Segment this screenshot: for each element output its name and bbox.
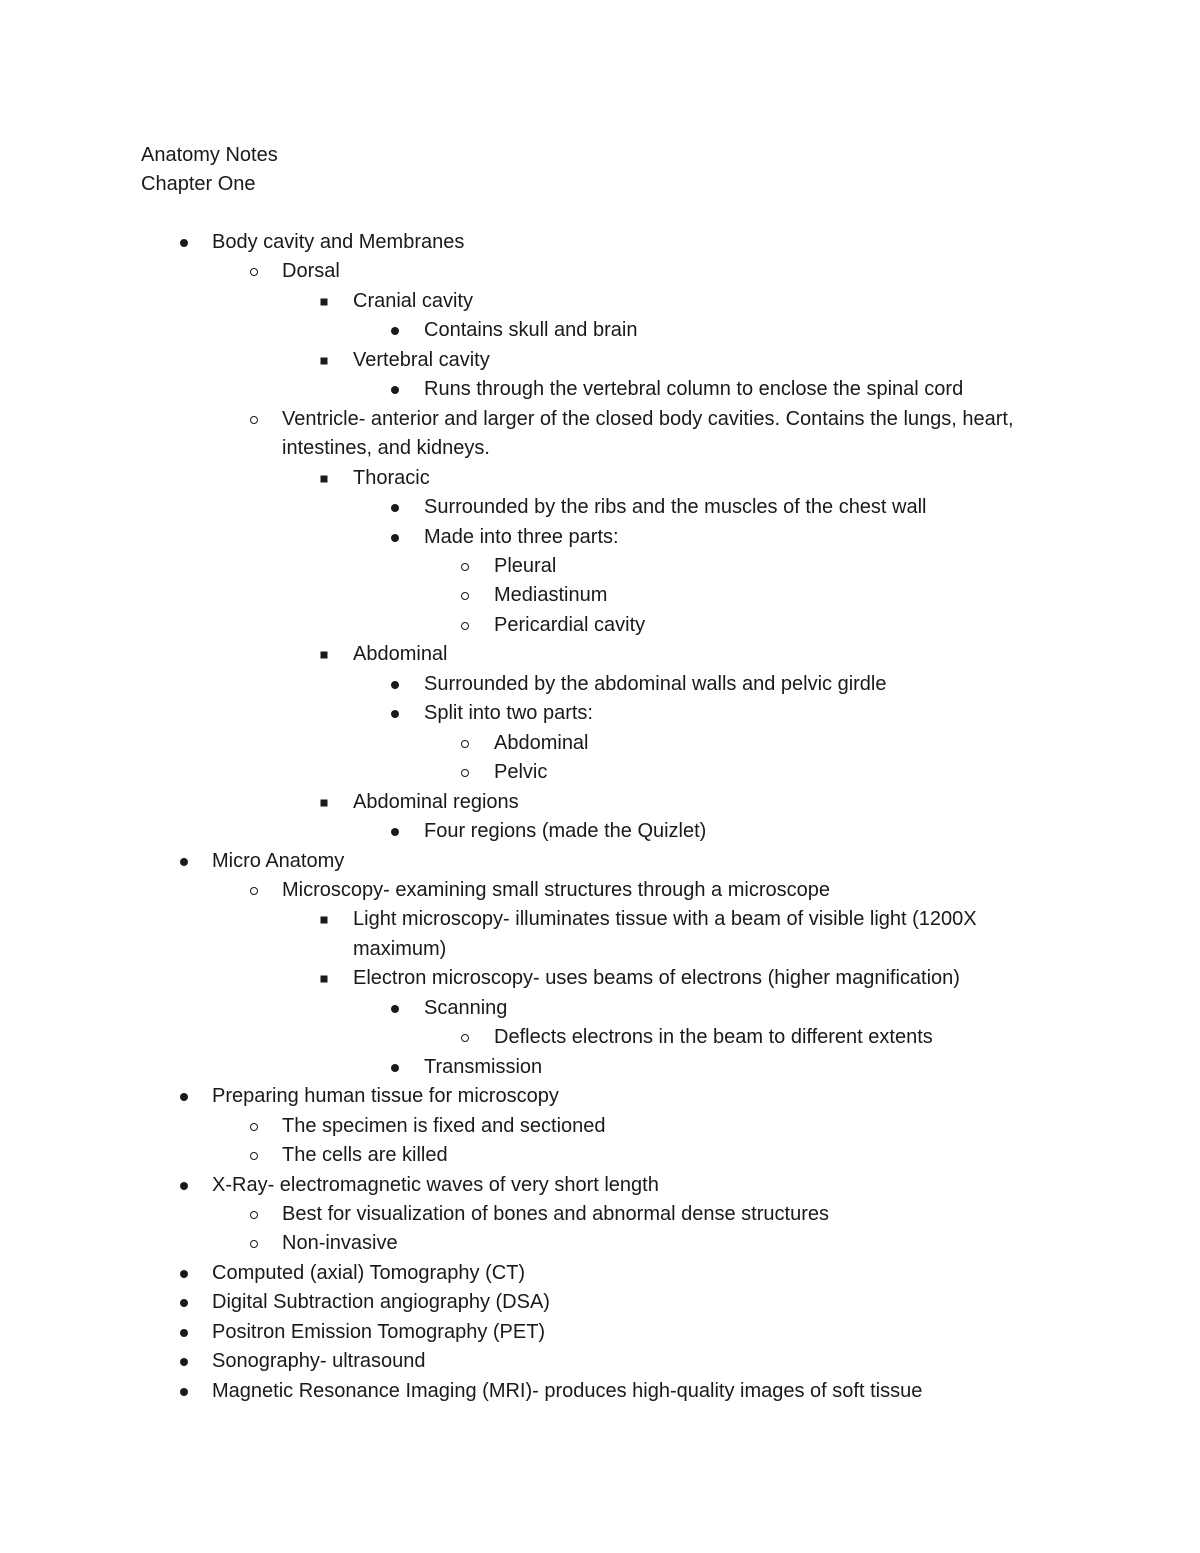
list-item-text: Computed (axial) Tomography (CT) xyxy=(212,1261,526,1284)
circle-bullet-icon xyxy=(250,1211,258,1219)
disc-bullet-icon xyxy=(391,681,399,689)
list-item-text: Dorsal xyxy=(282,260,340,283)
list-item xyxy=(0,905,1200,964)
list-item xyxy=(0,1229,1200,1258)
list-item-text: Digital Subtraction angiography (DSA) xyxy=(212,1291,550,1314)
circle-bullet-icon xyxy=(461,1034,469,1042)
document-title: Anatomy Notes xyxy=(141,144,278,166)
list-item xyxy=(0,788,1200,817)
list-item-text: Abdominal regions xyxy=(353,790,519,813)
list-item xyxy=(0,1318,1200,1347)
list-item xyxy=(0,523,1200,552)
circle-bullet-icon xyxy=(461,592,469,600)
list-item xyxy=(0,847,1200,876)
list-item xyxy=(0,611,1200,640)
list-item-text: Microscopy- examining small structures through a microscope xyxy=(282,878,830,901)
list-item xyxy=(0,257,1200,286)
list-item xyxy=(0,1347,1200,1376)
list-item-text: Thoracic xyxy=(353,466,430,489)
list-item xyxy=(0,1259,1200,1288)
list-item-text: Electron microscopy- uses beams of electrons (higher magnification) xyxy=(353,967,960,990)
list-item-text: Best for visualization of bones and abnormal dense structures xyxy=(282,1202,829,1225)
list-item xyxy=(0,670,1200,699)
disc-bullet-icon xyxy=(180,1270,188,1278)
list-item xyxy=(0,552,1200,581)
list-item xyxy=(0,346,1200,375)
list-item xyxy=(0,964,1200,993)
square-bullet-icon xyxy=(321,917,328,924)
disc-bullet-icon xyxy=(391,504,399,512)
disc-bullet-icon xyxy=(180,1329,188,1337)
list-item-text: Positron Emission Tomography (PET) xyxy=(212,1320,546,1343)
list-item xyxy=(0,228,1200,257)
list-item xyxy=(0,316,1200,345)
list-item xyxy=(0,1171,1200,1200)
list-item-text: Transmission xyxy=(424,1055,543,1078)
list-item-text: Micro Anatomy xyxy=(212,849,345,872)
disc-bullet-icon xyxy=(180,1388,188,1396)
list-item xyxy=(0,1141,1200,1170)
list-item xyxy=(0,994,1200,1023)
disc-bullet-icon xyxy=(391,534,399,542)
list-item xyxy=(0,817,1200,846)
square-bullet-icon xyxy=(321,357,328,364)
list-item xyxy=(0,1288,1200,1317)
list-item-text: Non-invasive xyxy=(282,1232,398,1255)
list-item xyxy=(0,405,1200,464)
circle-bullet-icon xyxy=(461,563,469,571)
square-bullet-icon xyxy=(321,298,328,305)
list-item xyxy=(0,464,1200,493)
list-item xyxy=(0,758,1200,787)
circle-bullet-icon xyxy=(461,769,469,777)
disc-bullet-icon xyxy=(391,327,399,335)
list-item-text: Contains skull and brain xyxy=(424,319,638,342)
list-item-text: Made into three parts: xyxy=(424,525,619,548)
circle-bullet-icon xyxy=(250,1240,258,1248)
disc-bullet-icon xyxy=(180,239,188,247)
disc-bullet-icon xyxy=(180,1299,188,1307)
circle-bullet-icon xyxy=(461,740,469,748)
list-item xyxy=(0,375,1200,404)
list-item xyxy=(0,640,1200,669)
list-item-text: Mediastinum xyxy=(494,584,608,607)
list-item xyxy=(0,1377,1200,1406)
list-item xyxy=(0,729,1200,758)
list-item-text: The specimen is fixed and sectioned xyxy=(282,1114,606,1137)
list-item-text: Pleural xyxy=(494,554,557,577)
circle-bullet-icon xyxy=(250,1152,258,1160)
list-item-text: Body cavity and Membranes xyxy=(212,231,465,253)
document-subtitle: Chapter One xyxy=(141,173,256,195)
circle-bullet-icon xyxy=(461,622,469,630)
disc-bullet-icon xyxy=(180,1182,188,1190)
list-item xyxy=(0,1053,1200,1082)
list-item-text: Cranial cavity xyxy=(353,289,474,312)
circle-bullet-icon xyxy=(250,268,258,276)
disc-bullet-icon xyxy=(180,1358,188,1366)
list-item-text: Pelvic xyxy=(494,761,548,784)
list-item-text: Preparing human tissue for microscopy xyxy=(212,1085,559,1108)
list-item xyxy=(0,1023,1200,1052)
list-item-text: Abdominal xyxy=(494,731,589,754)
square-bullet-icon xyxy=(321,976,328,983)
list-item xyxy=(0,876,1200,905)
list-item-text: Surrounded by the ribs and the muscles of the chest wall xyxy=(424,496,927,519)
list-item-text: Abdominal xyxy=(353,643,448,666)
notes-outline xyxy=(0,228,1200,1406)
square-bullet-icon xyxy=(321,799,328,806)
list-item xyxy=(0,581,1200,610)
circle-bullet-icon xyxy=(250,416,258,424)
square-bullet-icon xyxy=(321,652,328,659)
list-item-text: Four regions (made the Quizlet) xyxy=(424,820,707,843)
list-item-text: Surrounded by the abdominal walls and pelvic girdle xyxy=(424,672,887,695)
disc-bullet-icon xyxy=(180,858,188,866)
disc-bullet-icon xyxy=(391,1005,399,1013)
list-item xyxy=(0,1082,1200,1111)
list-item-text: Deflects electrons in the beam to different extents xyxy=(494,1026,933,1049)
circle-bullet-icon xyxy=(250,887,258,895)
list-item xyxy=(0,699,1200,728)
list-item-text: Split into two parts: xyxy=(424,702,593,725)
list-item-text: Sonography- ultrasound xyxy=(212,1350,426,1373)
list-item-text: Vertebral cavity xyxy=(353,348,490,371)
list-item-text: The cells are killed xyxy=(282,1144,448,1167)
circle-bullet-icon xyxy=(250,1123,258,1131)
list-item-text: Light microscopy- illuminates tissue with a beam of visible light (1200X maximum) xyxy=(353,908,977,960)
square-bullet-icon xyxy=(321,475,328,482)
list-item xyxy=(0,1112,1200,1141)
disc-bullet-icon xyxy=(391,1064,399,1072)
disc-bullet-icon xyxy=(391,386,399,394)
list-item-text: Scanning xyxy=(424,996,508,1019)
list-item-text: Ventricle- anterior and larger of the closed body cavities. Contains the lungs, heart, intestines, and kidneys. xyxy=(282,407,1014,460)
list-item-text: Magnetic Resonance Imaging (MRI)- produces high-quality images of soft tissue xyxy=(212,1379,923,1402)
disc-bullet-icon xyxy=(391,828,399,836)
list-item-text: Pericardial cavity xyxy=(494,613,646,636)
list-item-text: X-Ray- electromagnetic waves of very short length xyxy=(212,1173,659,1196)
disc-bullet-icon xyxy=(391,710,399,718)
list-item-text: Runs through the vertebral column to enclose the spinal cord xyxy=(424,378,964,401)
list-item xyxy=(0,493,1200,522)
list-item xyxy=(0,287,1200,316)
list-item xyxy=(0,1200,1200,1229)
disc-bullet-icon xyxy=(180,1093,188,1101)
